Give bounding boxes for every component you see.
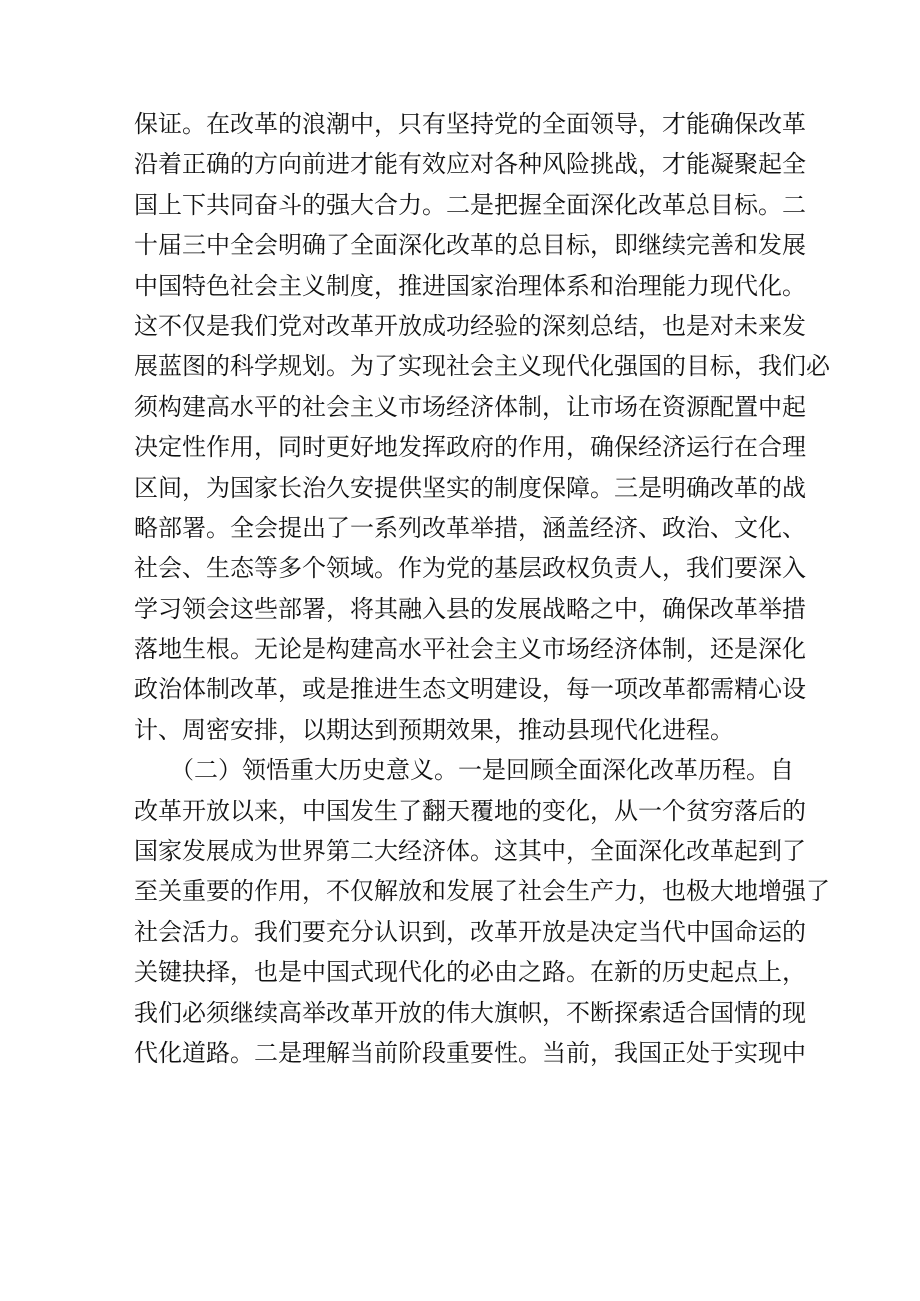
text-line-7: 展蓝图的科学规划。为了实现社会主义现代化强国的目标，我们必: [134, 352, 830, 381]
text-line-4: 十届三中全会明确了全面深化改革的总目标，即继续完善和发展: [134, 231, 806, 260]
text-line-20: 至关重要的作用，不仅解放和发展了社会生产力，也极大地增强了: [134, 877, 830, 906]
text-line-24: 代化道路。二是理解当前阶段重要性。当前，我国正处于实现中: [134, 1038, 806, 1067]
text-line-6: 这不仅是我们党对改革开放成功经验的深刻总结，也是对未来发: [134, 311, 806, 340]
body-text: [134, 104, 830, 1073]
text-line-2: 沿着正确的方向前进才能有效应对各种风险挑战，才能凝聚起全: [134, 150, 806, 179]
text-line-8: 须构建高水平的社会主义市场经济体制，让市场在资源配置中起: [134, 392, 806, 421]
text-line-3: 国上下共同奋斗的强大合力。二是把握全面深化改革总目标。二: [134, 190, 806, 219]
text-line-1: 保证。在改革的浪潮中，只有坚持党的全面领导，才能确保改革: [134, 110, 806, 138]
text-line-10: 区间，为国家长治久安提供坚实的制度保障。三是明确改革的战: [134, 473, 806, 502]
text-line-9: 决定性作用，同时更好地发挥政府的作用，确保经济运行在合理: [134, 433, 806, 462]
text-line-22: 关键抉择，也是中国式现代化的必由之路。在新的历史起点上，: [134, 958, 806, 987]
text-line-12: 社会、生态等多个领域。作为党的基层政权负责人，我们要深入: [134, 554, 806, 583]
text-line-13: 学习领会这些部署，将其融入县的发展战略之中，确保改革举措: [134, 594, 806, 623]
text-line-19: 国家发展成为世界第二大经济体。这其中，全面深化改革起到了: [134, 837, 806, 866]
text-line-16: 计、周密安排，以期达到预期效果，推动县现代化进程。: [134, 715, 734, 744]
text-line-17: （二）领悟重大历史意义。一是回顾全面深化改革历程。自: [134, 756, 794, 785]
text-line-11: 略部署。全会提出了一系列改革举措，涵盖经济、政治、文化、: [134, 513, 806, 542]
text-line-14: 落地生根。无论是构建高水平社会主义市场经济体制，还是深化: [134, 635, 806, 664]
text-line-18: 改革开放以来，中国发生了翻天覆地的变化，从一个贫穷落后的: [134, 796, 806, 825]
text-line-15: 政治体制改革，或是推进生态文明建设，每一项改革都需精心设: [134, 675, 806, 704]
text-line-23: 我们必须继续高举改革开放的伟大旗帜，不断探索适合国情的现: [134, 998, 806, 1027]
text-line-21: 社会活力。我们要充分认识到，改革开放是决定当代中国命运的: [134, 917, 806, 946]
text-line-5: 中国特色社会主义制度，推进国家治理体系和治理能力现代化。: [134, 271, 806, 300]
